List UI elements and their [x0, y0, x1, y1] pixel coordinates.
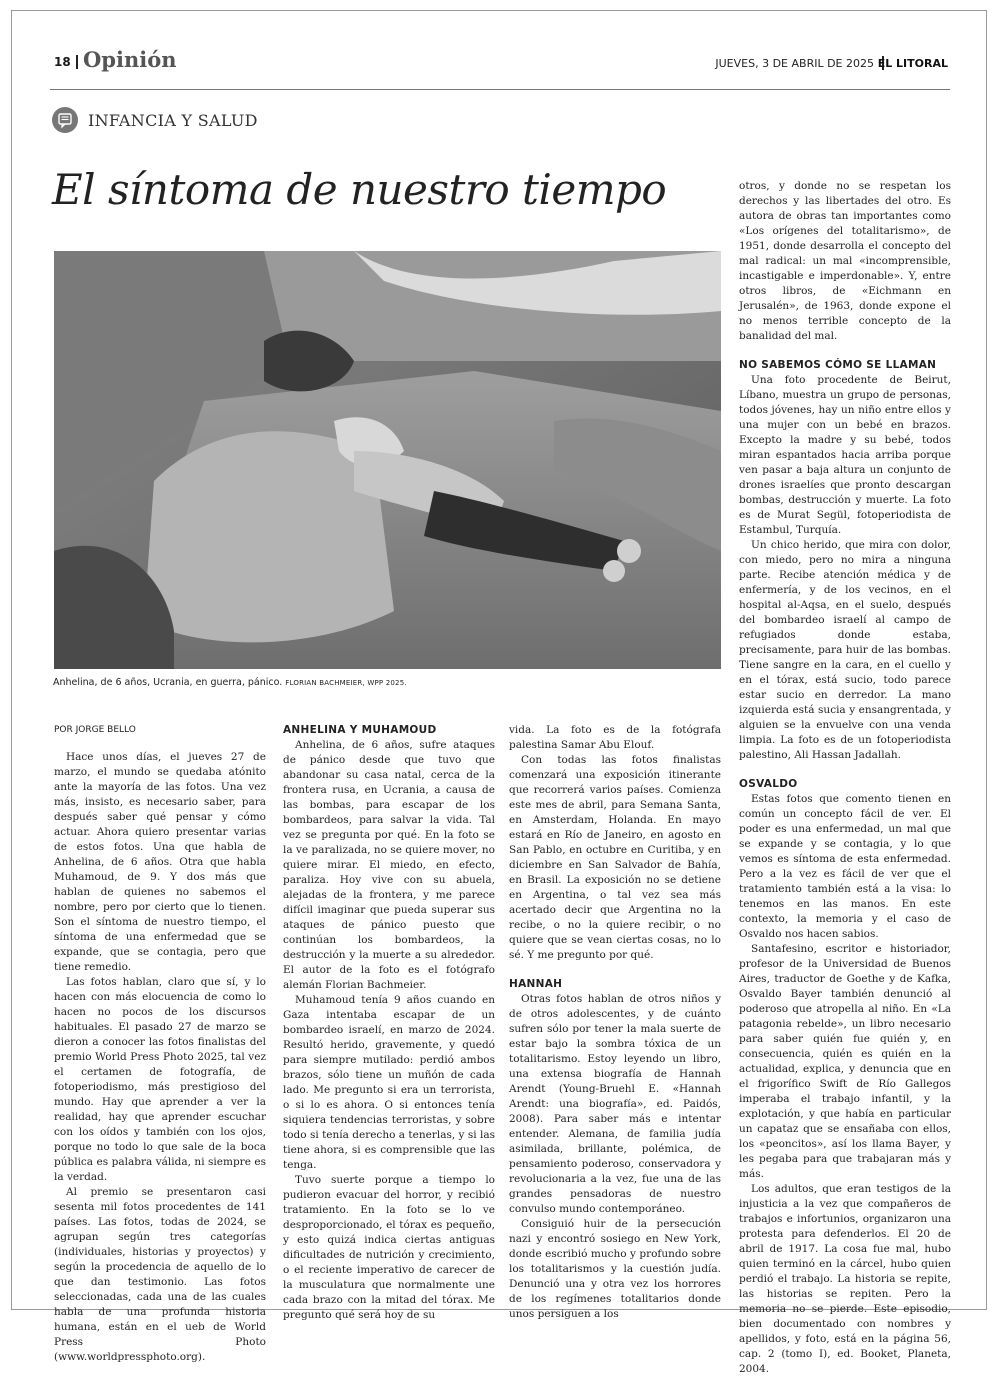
headline: El síntoma de nuestro tiempo — [52, 165, 667, 214]
newspaper-page — [11, 10, 987, 1375]
subheading: ANHELINA Y MUHAMOUD — [283, 724, 437, 736]
paragraph: Estas fotos que comento tienen en común un concepto fácil de ver. El poder es una enfermedad, un mal que se expande y se contagia, y lo que vemos es síntoma de esta enfermedad. Pero a la vez es fácil de ver que el tratamiento también está a la visa: lo tenemos en las manos. En este contexto, la memoria y el caso de Osvaldo nos hacen sabios. — [739, 793, 951, 940]
photo-caption — [53, 677, 407, 688]
subheading: NO SABEMOS CÓMO SE LLAMAN — [739, 359, 937, 371]
paragraph: Consiguió huir de la persecución nazi y encontró sosiego en New York, donde escribió mucho y profundo sobre los totalitarismos y la cuestión judía. Denunció una y otra vez los horrores de los regímenes totalitarios donde unos persiguen a los — [509, 1218, 721, 1320]
column-3 — [509, 723, 721, 1322]
paragraph: Con todas las fotos finalistas comenzará una exposición itinerante que recorrerá varios países. Comienza este mes de abril, para Semana Santa, en Amsterdam, Holanda. En mayo estará en Río de Janeiro, en agosto en San Pablo, en octubre en Curitiba, y en diciembre en San Salvador de Bahía, en Brasil. La exposición no se detiene en Argentina, o tal vez sea más acertado decir que Argentina no la recibe, o no la quiere recibir, o no quiere que se vean ciertas cosas, no lo sé. Y me pregunto por qué. — [509, 754, 721, 961]
paragraph: Un chico herido, que mira con dolor, con miedo, pero no mira a ninguna parte. Recibe atención médica y de enfermería, y de los vecinos, en el hospital al-Aqsa, en el suelo, después del bombardeo israelí al campo de refugiados donde estaba, precisamente, para huir de las bombas. Tiene sangre en la cara, en el cuello y en el tórax, está sucio, todo parece estar sucio en derredor. La mano izquierda está sucia y ensangrentada, y alguien se la envuelve con una venda limpia. La foto es de un fotoperiodista palestino, Ali Hassan Jadallah. — [739, 539, 951, 761]
header-divider — [76, 55, 78, 69]
column-1 — [54, 723, 266, 1365]
paragraph: Al premio se presentaron casi sesenta mil fotos procedentes de 141 países. Las fotos, todas de 2024, se agrupan según tres categorías (individuales, historias y proyectos) y según la procedencia de aquello de lo que dan testimonio. Las fotos seleccionadas, cada una de las cuales habla de una profunda historia humana, están en el ueb de World Press Photo (www.worldpressphoto.org). — [54, 1186, 266, 1363]
paragraph: otros, y donde no se respetan los derechos y las libertades del otro. Es autora de obras tan importantes como «Los orígenes del totalitarismo», de 1951, donde desarrolla el concepto del mal radical: un mal «incomprensible, incastigable e imperdonable». Y, entre otros libros, de «Eichmann en Jerusalén», de 1963, donde expone el no menos terrible concepto de la banalidad del mal. — [739, 180, 951, 342]
paragraph: Los adultos, que eran testigos de la injusticia a la vez que compañeros de trabajos e infortunios, organizaron una protesta para defenderlos. El 20 de abril de 1917. La cosa fue mal, hubo quien terminó en la cárcel, hubo quien perdió el trabajo. La historia se repite, las historias se repiten. Pero la memoria no se pierde. Este episodio, bien documentado con nombres y apellidos, y foto, está en la página 56, cap. 2 (tomo I), ed. Booket, Planeta, 2004. — [739, 1183, 951, 1375]
paragraph: Muhamoud tenía 9 años cuando en Gaza intentaba escapar de un bombardeo israelí, en marzo de 2024. Resultó herido, gravemente, y quedó para siempre mutilado: perdió ambos brazos, sólo tiene un muñón de cada lado. Me pregunto si era un terrorista, o si lo es ahora. O si entonces tenía siquiera tendencias terroristas, y sobre todo si tenía derecho a tenerlas, y si las tiene ahora, si es comprensible que las tenga. — [283, 994, 495, 1171]
column-2 — [283, 723, 495, 1323]
subheading: HANNAH — [509, 978, 563, 990]
paragraph: Otras fotos hablan de otros niños y de otros adolescentes, y de cuánto sufren sólo por tener la mala suerte de estar bajo la sombra tóxica de un totalitarismo. Estoy leyendo un libro, una extensa biografía de Hannah Arendt (Young-Bruehl E. «Hannah Arendt: una biografía», ed. Paidós, 2008). Para saber más e intentar entender. Alemana, de familia judía asimilada, brillante, polémica, de pensamiento poderoso, conservadora y revolucionaria a la vez, fue una de las grandes pensadoras de nuestro convulso mundo contemporáneo. — [509, 993, 721, 1215]
paragraph: Una foto procedente de Beirut, Líbano, muestra un grupo de personas, todos jóvenes, hay un niño entre ellos y una mujer con un bebé en brazos. Excepto la madre y su bebé, todos miran espantados hacia arriba porque ven pasar a baja altura un conjunto de drones israelíes que pronto descargan bombas, destrucción y muerte. La foto es de Murat Segül, fotoperiodista de Estambul, Turquía. — [739, 374, 951, 536]
page-number: 18 — [54, 55, 71, 69]
paragraph: Hace unos días, el jueves 27 de marzo, el mundo se quedaba atónito ante la mayoría de las fotos. Una vez más, insisto, es necesario saber, para después saber qué pensar y cómo actuar. Ahora quiero presentar varias de estos fotos. Una que habla de Anhelina, de 6 años. Otra que habla Muhamoud, de 9. Y dos más que hablan de quienes no sabemos el nombre, pero por cierto que lo tienen. Son el síntoma de nuestro tiempo, el síntoma de una enfermedad que se expande, que se contagia, pero que tiene remedio. — [54, 751, 266, 973]
paragraph: Anhelina, de 6 años, sufre ataques de pánico desde que tuvo que abandonar su casa natal, cerca de la frontera rusa, en Ucrania, a causa de las bombas, para escapar de los bombardeos, para salvar la vida. Tal vez se pregunta por qué. En la foto se la ve paralizada, no se quiere mover, no quiere mirar. El miedo, en efecto, paraliza. Hoy vive con su abuela, alejadas de la frontera, y me parece difícil imaginar que pueda superar sus ataques de pánico puesto que continúan los bombardeos, la destrucción y la muerte a su alrededor. El autor de la foto es el fotógrafo alemán Florian Bachmeier. — [283, 739, 495, 991]
paragraph: Santafesino, escritor e historiador, profesor de la Universidad de Buenos Aires, traductor de Goethe y de Kafka, Osvaldo Bayer también denunció al poderoso que atropella al niño. En «La patagonia rebelde», un libro necesario para saber quién fue quién y, en consecuencia, quién es quién en la actualidad, explica, y denuncia que en el frigorífico Swift de Río Gallegos imperaba el trabajo infantil, y la explotación, y que había en particular un capataz que se ensañaba con ellos, los «peoncitos», así los llama Bayer, y les pegaba para que trabajaran más y más. — [739, 943, 951, 1180]
section-title: Opinión — [83, 47, 177, 72]
caption-text: Anhelina, de 6 años, Ucrania, en guerra, pánico. — [53, 677, 283, 688]
paragraph: Tuvo suerte porque a tiempo lo pudieron evacuar del horror, y recibió tratamiento. En la foto se lo ve desproporcionado, el tórax es pequeño, y esto quizá indica ciertas antiguas dificultades de nutrición y crecimiento, o el reciente imperativo de carecer de la musculatura que normalmente une cada brazo con la mitad del tórax. Me pregunto qué será hoy de su — [283, 1174, 495, 1321]
subheading: OSVALDO — [739, 778, 798, 790]
issue-date: JUEVES, 3 DE ABRIL DE 2025 — [715, 57, 874, 70]
article-photo — [54, 251, 721, 669]
column-4 — [739, 179, 951, 1377]
photo-credit: FLORIAN BACHMEIER, WPP 2025. — [285, 679, 407, 687]
byline: POR JORGE BELLO — [54, 725, 136, 735]
publication-name: EL LITORAL — [877, 57, 948, 70]
speech-bubble-icon — [52, 107, 78, 133]
paragraph: Las fotos hablan, claro que sí, y lo hacen con más elocuencia de como lo hacen no pocos de los discursos habituales. El pasado 27 de marzo se dieron a conocer las fotos finalistas del premio World Press Photo 2025, tal vez el certamen de fotografía, de fotoperiodismo, más prestigioso del mundo. Hay que aprender a ver la realidad, hay que aprender escuchar con los oídos y también con los ojos, porque no todo lo que sale de la boca pública es palabra válida, ni siempre es la verdad. — [54, 976, 266, 1183]
paragraph: vida. La foto es de la fotógrafa palestina Samar Abu Elouf. — [509, 724, 721, 751]
category-label: INFANCIA Y SALUD — [88, 111, 258, 130]
header-rule — [50, 89, 950, 90]
